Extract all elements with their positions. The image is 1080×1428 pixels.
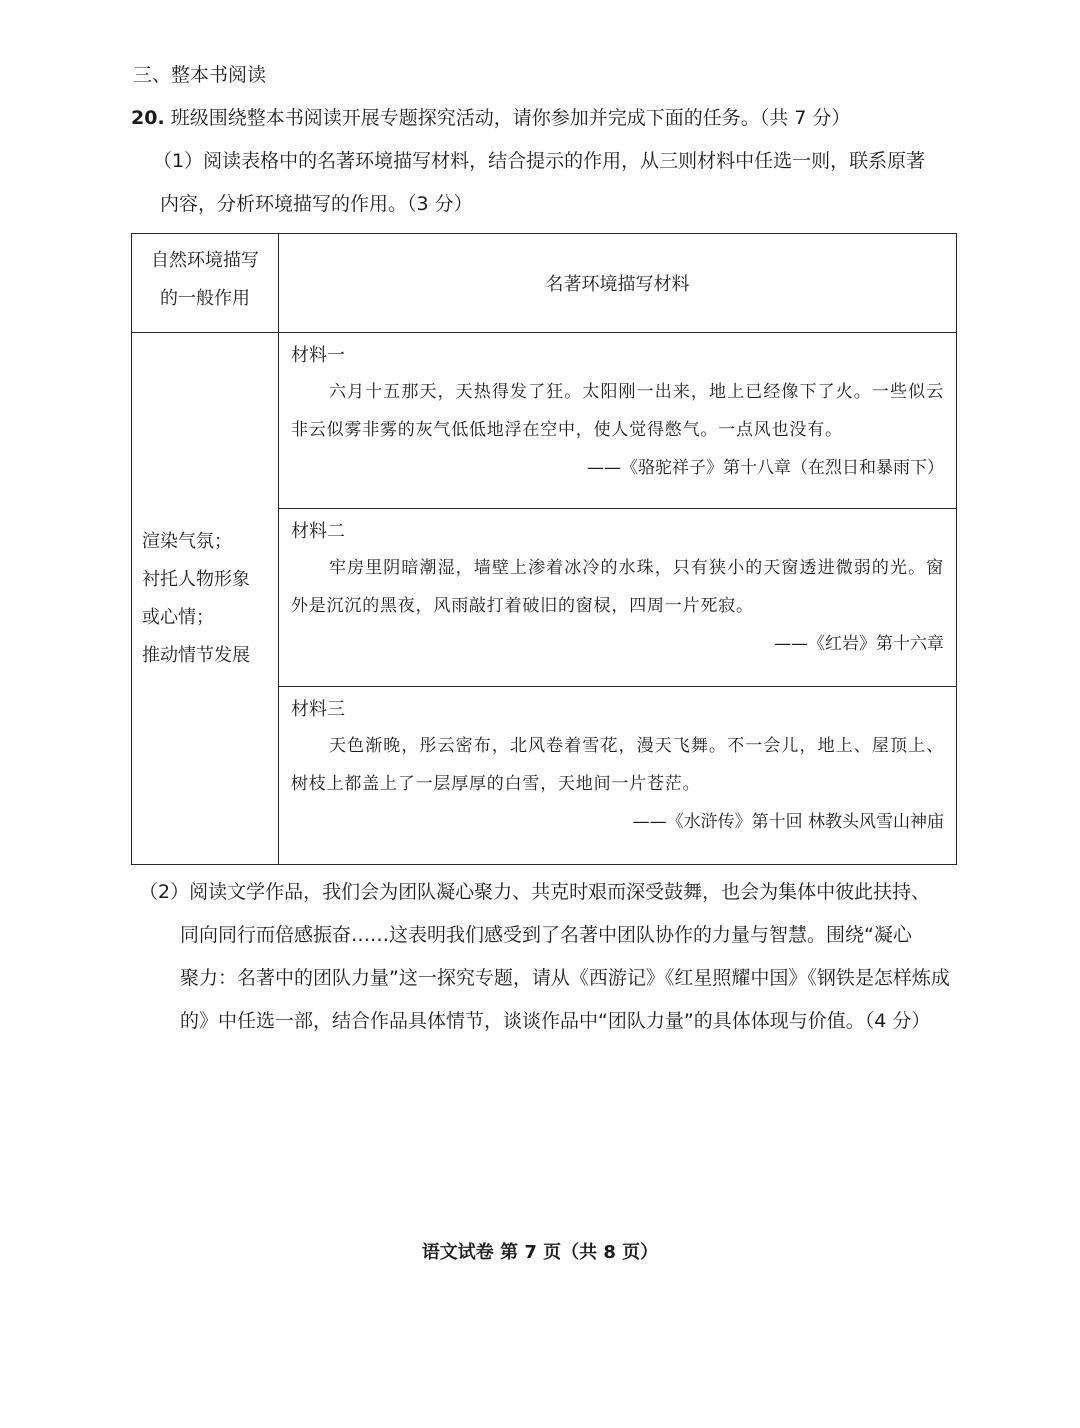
table-header-row bbox=[132, 234, 957, 333]
header-material-cell: 名著环境描写材料 bbox=[279, 234, 957, 333]
function-cell bbox=[132, 333, 279, 865]
material-text: 天色渐晚，彤云密布，北风卷着雪花，漫天飞舞。不一会儿，地上、屋顶上、树枝上都盖上了一层厚厚的白雪，天地间一片苍茫。 bbox=[291, 736, 944, 794]
header-function-line2: 的一般作用 bbox=[160, 288, 250, 309]
section-heading: 三、整本书阅读 bbox=[133, 64, 267, 86]
material-text: 六月十五那天，天热得发了狂。太阳刚一出来，地上已经像下了火。一些似云非云似雾非雾的灰气低低地浮在空中，使人觉得憋气。一点风也没有。 bbox=[291, 382, 944, 440]
part2-line3: 聚力：名著中的团队力量”这一探究专题，请从《西游记》《红星照耀中国》《钢铁是怎样炼成 bbox=[180, 967, 950, 989]
page-footer: 语文试卷 第 7 页（共 8 页） bbox=[421, 1242, 659, 1263]
header-function-cell bbox=[132, 234, 279, 333]
materials-table bbox=[131, 233, 957, 865]
material-title: 材料二 bbox=[291, 521, 345, 542]
function-item: 或心情； bbox=[142, 606, 214, 628]
material-title: 材料一 bbox=[291, 345, 345, 366]
function-item: 推动情节发展 bbox=[142, 644, 250, 666]
part1-line2: 内容，分析环境描写的作用。（3 分） bbox=[160, 193, 473, 215]
question-number: 20. bbox=[131, 107, 165, 129]
part2-line1: （2）阅读文学作品，我们会为团队凝心聚力、共克时艰而深受鼓舞，也会为集体中彼此扶持、 bbox=[139, 881, 931, 903]
material-title: 材料三 bbox=[291, 699, 345, 720]
header-function-line1: 自然环境描写 bbox=[151, 250, 259, 271]
part1-line1: （1）阅读表格中的名著环境描写材料，结合提示的作用，从三则材料中任选一则，联系原著 bbox=[153, 150, 926, 172]
question-text: 班级围绕整本书阅读开展专题探究活动，请你参加并完成下面的任务。（共 7 分） bbox=[170, 107, 851, 129]
material-cell-1 bbox=[279, 333, 957, 509]
function-item: 衬托人物形象 bbox=[142, 568, 250, 590]
part2-line4: 的》中任选一部，结合作品具体情节，谈谈作品中“团队力量”的具体体现与价值。（4 分） bbox=[180, 1010, 931, 1032]
material-cell-2 bbox=[279, 509, 957, 687]
material-text: 牢房里阴暗潮湿，墙壁上渗着冰冷的水珠，只有狭小的天窗透进微弱的光。窗外是沉沉的黑夜，风雨敲打着破旧的窗棂，四周一片死寂。 bbox=[291, 558, 944, 616]
material-source: ——《骆驼祥子》第十八章（在烈日和暴雨下） bbox=[587, 458, 944, 478]
material-source: ——《红岩》第十六章 bbox=[774, 634, 944, 654]
table-row bbox=[132, 333, 957, 509]
material-cell-3 bbox=[279, 687, 957, 865]
part2-line2: 同向同行而倍感振奋……这表明我们感受到了名著中团队协作的力量与智慧。围绕“凝心 bbox=[180, 924, 912, 946]
material-source: ——《水浒传》第十回 林教头风雪山神庙 bbox=[632, 812, 944, 832]
question-20 bbox=[131, 103, 850, 130]
function-item: 渲染气氛； bbox=[142, 530, 232, 552]
